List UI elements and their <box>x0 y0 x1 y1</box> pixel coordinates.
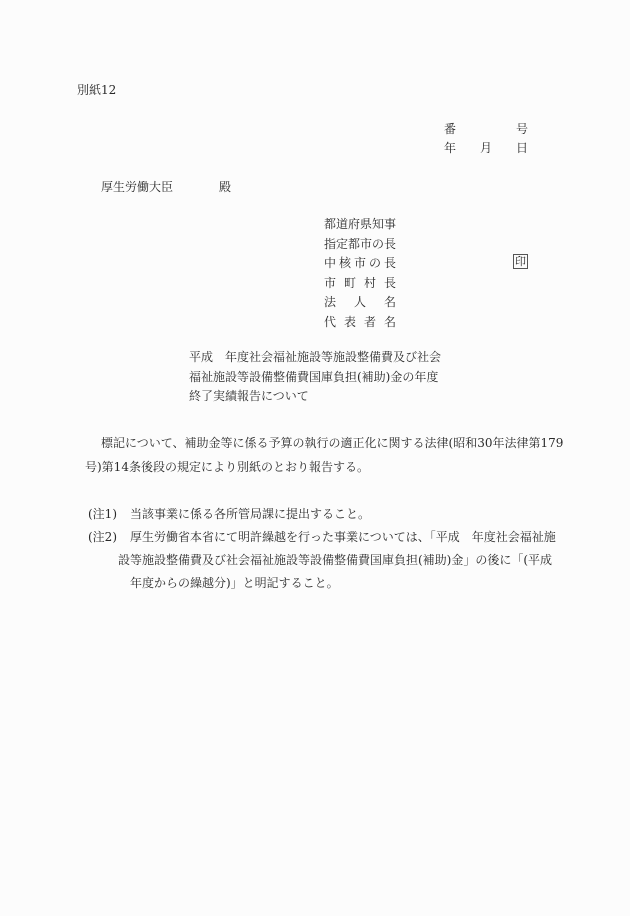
sender-municipality-head <box>324 277 396 297</box>
addressee-honorific: 殿 <box>219 180 232 194</box>
char: 人 <box>353 295 366 309</box>
date-day: 日 <box>516 141 529 155</box>
body-line-1: 標記について、補助金等に係る予算の執行の適正化に関する法律(昭和30年法律第179 <box>101 436 564 450</box>
body-line-2: 号)第14条後段の規定により別紙のとおり報告する。 <box>85 460 369 474</box>
attachment-label: 別紙12 <box>77 83 117 97</box>
number-label: 番 <box>444 122 457 136</box>
char: 長 <box>383 256 396 270</box>
title-line-2: 福祉施設等設備整備費国庫負担(補助)金の年度 <box>189 369 439 384</box>
sender-prefectural-governor: 都道府県知事 <box>324 217 397 231</box>
date-month: 月 <box>480 141 493 155</box>
sender-representative-name <box>324 316 396 336</box>
note-2-label: (注2) <box>88 530 117 544</box>
char: 市 <box>353 256 366 270</box>
sender-core-city-head <box>324 257 396 277</box>
char: 名 <box>383 295 396 309</box>
char: 核 <box>338 256 351 270</box>
char: 中 <box>324 256 337 270</box>
note-2-text-line-3: 年度からの繰越分)」と明記すること。 <box>130 576 339 590</box>
char: 長 <box>383 275 396 290</box>
sender-block <box>324 218 396 335</box>
seal-stamp-icon: 印 <box>515 255 526 268</box>
char: 代 <box>324 314 337 329</box>
body-paragraph <box>85 436 564 485</box>
char: 者 <box>363 314 376 329</box>
char: 表 <box>343 314 356 329</box>
title-line-3: 終了実績報告について <box>189 389 309 403</box>
title-line-1: 平成 年度社会福祉施設等施設整備費及び社会 <box>189 350 442 364</box>
sender-corporation-name <box>324 296 396 316</box>
char: 市 <box>324 275 337 290</box>
addressee <box>101 180 232 194</box>
char: 法 <box>324 295 337 309</box>
char: 町 <box>343 275 356 290</box>
addressee-name: 厚生労働大臣 <box>101 180 174 194</box>
note-2-text-line-1: 厚生労働省本省にて明許繰越を行った事業については、「平成 年度社会福祉施 <box>130 530 556 544</box>
char: 村 <box>363 275 376 290</box>
char: 名 <box>383 314 396 329</box>
note-1-text: 当該事業に係る各所管局課に提出すること。 <box>130 507 371 521</box>
note-1-label: (注1) <box>88 507 117 521</box>
note-2-text-line-2: 設等施設整備費及び社会福祉施設等設備整備費国庫負担(補助)金」の後に「(平成 <box>118 553 553 567</box>
sender-designated-city-head: 指定都市の長 <box>324 236 397 251</box>
number-suffix: 号 <box>516 122 529 136</box>
char: の <box>368 256 381 270</box>
report-title <box>189 351 441 410</box>
date-year: 年 <box>444 141 457 155</box>
